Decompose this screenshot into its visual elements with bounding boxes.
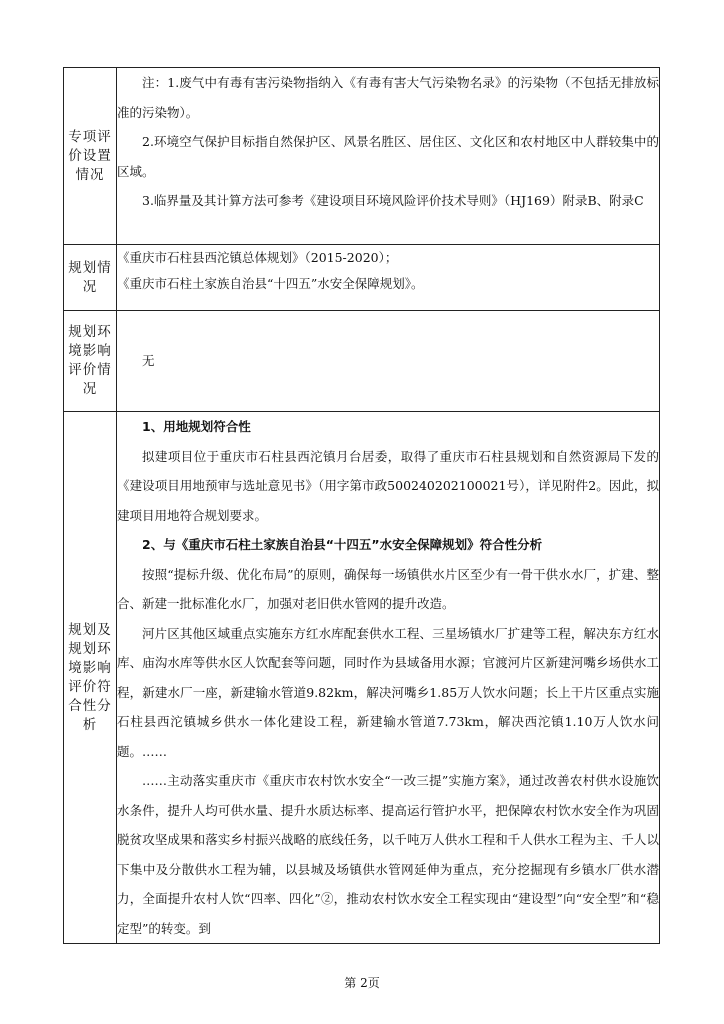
table-row: [64, 245, 660, 311]
plan-paragraph-1: 按照“提标升级、优化布局”的原则，确保每一场镇供水片区至少有一骨干供水水厂，扩建、整合、新建一批标准化水厂，加强对老旧供水管网的提升改造。: [117, 566, 659, 611]
row-label: 规划环境影响评价情况: [64, 311, 117, 412]
page-number: 第 2页: [344, 976, 380, 990]
section-heading-2: 2、与《重庆市石柱土家族自治县“十四五”水安全保障规划》符合性分析: [142, 537, 543, 552]
row-label: 规划及规划环境影响评价符合性分析: [64, 412, 117, 944]
plan-paragraph-2: 河片区其他区域重点实施东方红水库配套供水工程、三星场镇水厂扩建等工程，解决东方红水库、庙沟水库等供水区人饮配套等问题，同时作为县域备用水源；官渡河片区新建河嘴乡场供水工程，新建水厂一座，新建输水管道9.82km，解决河嘴乡1.85万人饮水问题；长上干片区重点实施石柱县西沱镇城乡供水一体化建设工程，新建输水管道7.73km，解决西沱镇1.10万人饮水问题。……: [117, 625, 659, 759]
note-paragraph-1: 注：1.废气中有毒有害污染物指纳入《有毒有害大气污染物名录》的污染物（不包括无排放标准的污染物）。: [117, 75, 659, 120]
table-row: [64, 68, 660, 245]
note-paragraph-3: 3.临界量及其计算方法可参考《建设项目环境风险评价技术导则》（HJ169）附录B、附录C: [142, 193, 644, 208]
row-content: [117, 68, 660, 245]
row-content: [117, 412, 660, 944]
row-content: [117, 245, 660, 311]
row-content: [117, 311, 660, 412]
row-label: 规划情况: [64, 245, 117, 311]
plan-paragraph-3: ……主动落实重庆市《重庆市农村饮水安全“一改三提”实施方案》，通过改善农村供水设施饮水条件，提升人均可供水量、提升水质达标率、提高运行管护水平，把保障农村饮水安全作为巩固脱贫攻坚成果和落实乡村振兴战略的底线任务，以千吨万人供水工程和千人供水工程为主、千人以下集中及分散供水工程为辅，以县城及场镇供水管网延伸为重点，充分挖掘现有乡镇水厂供水潜力，全面提升农村人饮“四率、四化”②，推动农村饮水安全工程实现由“建设型”向“安全型”和“稳定型”的转变。到: [117, 773, 659, 936]
row-label: 专项评价设置情况: [64, 68, 117, 245]
table-row: [64, 311, 660, 412]
plan-item-1: 《重庆市石柱县西沱镇总体规划》（2015-2020）；: [117, 250, 398, 265]
note-paragraph-2: 2.环境空气保护目标指自然保护区、风景名胜区、居住区、文化区和农村地区中人群较集中的区域。: [117, 134, 659, 179]
document-table: [63, 67, 660, 944]
land-use-paragraph: 拟建项目位于重庆市石柱县西沱镇月台居委，取得了重庆市石柱县规划和自然资源局下发的《建设项目用地预审与选址意见书》（用字第市政500240202100021号），详见附件2。因此，拟建项目用地符合规划要求。: [117, 448, 659, 523]
plan-item-2: 《重庆市石柱土家族自治县“十四五”水安全保障规划》。: [117, 276, 424, 291]
none-text: 无: [142, 353, 155, 369]
section-heading-1: 1、用地规划符合性: [142, 419, 251, 434]
table-row: [64, 412, 660, 944]
